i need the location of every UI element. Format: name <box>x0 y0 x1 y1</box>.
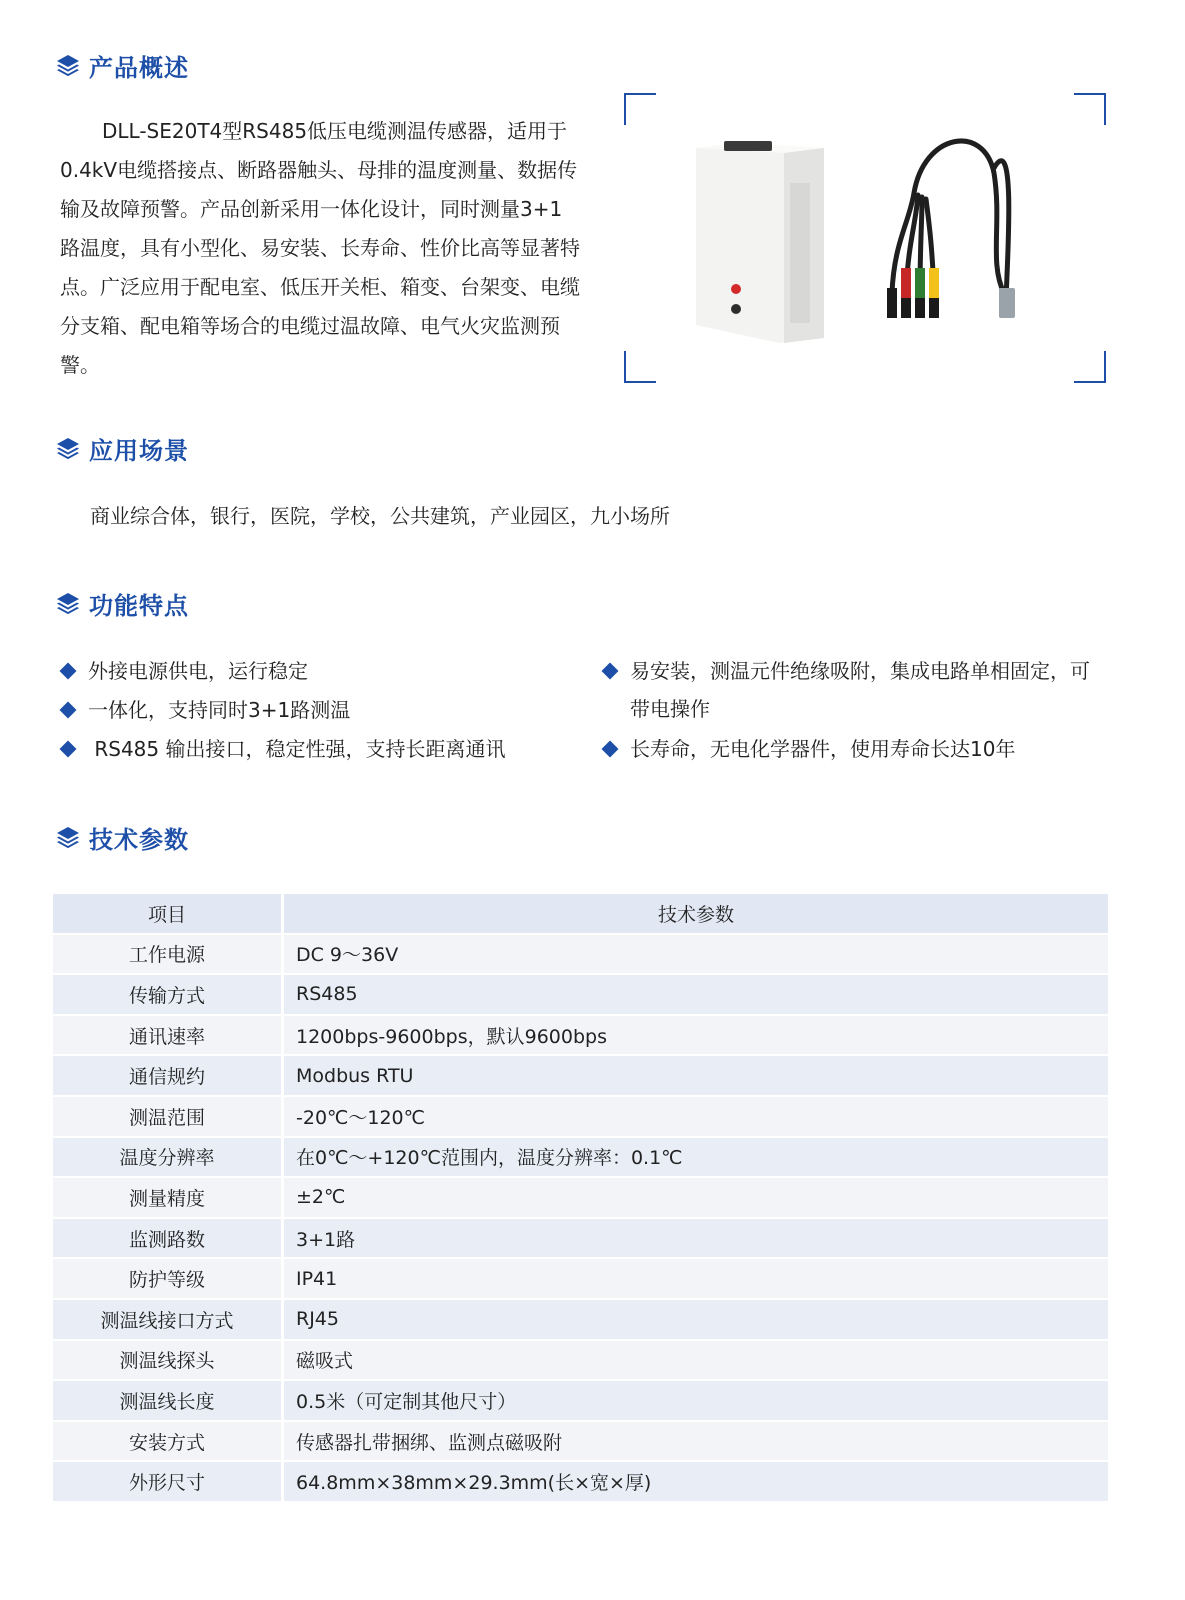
spec-value: 传感器扎带捆绑、监测点磁吸附 <box>283 1421 1109 1462</box>
spec-name: 测温线探头 <box>53 1340 283 1381</box>
feature-text: 外接电源供电，运行稳定 <box>88 659 308 683</box>
spec-table <box>53 894 1108 1503</box>
spec-name: 测温范围 <box>53 1096 283 1137</box>
table-row <box>53 934 1108 975</box>
spec-name: 通信规约 <box>53 1055 283 1096</box>
section-header-specs <box>55 819 189 855</box>
spec-name: 防护等级 <box>53 1258 283 1299</box>
spec-name: 外形尺寸 <box>53 1461 283 1502</box>
overview-paragraph: DLL-SE20T4型RS485低压电缆测温传感器，适用于0.4kV电缆搭接点、断路器触头、母排的温度测量、数据传输及故障预警。产品创新采用一体化设计，同时测量3+1路温度，具有小型化、易安装、长寿命、性价比高等显著特点。广泛应用于配电室、低压开关柜、箱变、台架变、电缆分支箱、配电箱等场合的电缆过温故障、电气火灾监测预警。 <box>60 119 580 377</box>
sensor-device-image <box>696 141 824 343</box>
table-row <box>53 1218 1108 1259</box>
section-title: 技术参数 <box>89 825 189 854</box>
feature-item <box>600 652 1100 728</box>
feature-item <box>58 730 505 768</box>
layers-icon <box>55 824 81 850</box>
spec-name: 测温线长度 <box>53 1380 283 1421</box>
feature-item <box>58 691 350 729</box>
table-row <box>53 1137 1108 1178</box>
diamond-bullet-icon <box>60 741 77 758</box>
spec-name: 传输方式 <box>53 974 283 1015</box>
column-header-item: 项目 <box>53 894 283 934</box>
column-header-value: 技术参数 <box>283 894 1109 934</box>
spec-value: 1200bps-9600bps，默认9600bps <box>283 1015 1109 1056</box>
spec-value: 磁吸式 <box>283 1340 1109 1381</box>
spec-name: 测量精度 <box>53 1177 283 1218</box>
spec-value: RS485 <box>283 974 1109 1015</box>
layers-icon <box>55 52 81 78</box>
section-title: 应用场景 <box>89 436 189 465</box>
feature-text: 一体化，支持同时3+1路测温 <box>88 698 351 722</box>
spec-name: 温度分辨率 <box>53 1137 283 1178</box>
table-row <box>53 1461 1108 1502</box>
spec-value: RJ45 <box>283 1299 1109 1340</box>
product-photo <box>624 93 1106 383</box>
spec-value: -20℃～120℃ <box>283 1096 1109 1137</box>
section-title: 功能特点 <box>89 591 189 620</box>
diamond-bullet-icon <box>602 741 619 758</box>
diamond-bullet-icon <box>60 663 77 680</box>
table-row <box>53 1340 1108 1381</box>
table-row <box>53 1258 1108 1299</box>
spec-value: DC 9～36V <box>283 934 1109 975</box>
table-row <box>53 1015 1108 1056</box>
spec-name: 监测路数 <box>53 1218 283 1259</box>
product-image-frame <box>624 93 1106 383</box>
diamond-bullet-icon <box>602 663 619 680</box>
feature-text: 易安装，测温元件绝缘吸附，集成电路单相固定，可带电操作 <box>630 659 1090 721</box>
diamond-bullet-icon <box>60 702 77 719</box>
table-row <box>53 974 1108 1015</box>
spec-name: 工作电源 <box>53 934 283 975</box>
spec-value: 0.5米（可定制其他尺寸） <box>283 1380 1109 1421</box>
spec-value: 在0℃～+120℃范围内，温度分辨率：0.1℃ <box>283 1137 1109 1178</box>
table-header-row <box>53 894 1108 934</box>
feature-text: 长寿命，无电化学器件，使用寿命长达10年 <box>630 737 1016 761</box>
feature-item <box>58 652 308 690</box>
section-header-overview <box>55 47 189 83</box>
layers-icon <box>55 590 81 616</box>
table-row <box>53 1096 1108 1137</box>
table-row <box>53 1177 1108 1218</box>
section-header-scenes <box>55 430 189 466</box>
table-row <box>53 1299 1108 1340</box>
spec-name: 通讯速率 <box>53 1015 283 1056</box>
feature-text: RS485 输出接口，稳定性强，支持长距离通讯 <box>88 737 506 761</box>
spec-name: 测温线接口方式 <box>53 1299 283 1340</box>
feature-item <box>600 730 1015 768</box>
spec-name: 安装方式 <box>53 1421 283 1462</box>
layers-icon <box>55 435 81 461</box>
section-title: 产品概述 <box>89 53 189 82</box>
spec-value: IP41 <box>283 1258 1109 1299</box>
table-row <box>53 1055 1108 1096</box>
table-row <box>53 1421 1108 1462</box>
spec-value: ±2℃ <box>283 1177 1109 1218</box>
spec-value: 64.8mm×38mm×29.3mm(长×宽×厚) <box>283 1461 1109 1502</box>
section-header-features <box>55 585 189 621</box>
scenes-text: 商业综合体，银行，医院，学校，公共建筑，产业园区，九小场所 <box>90 504 670 528</box>
spec-value: Modbus RTU <box>283 1055 1109 1096</box>
spec-value: 3+1路 <box>283 1218 1109 1259</box>
table-row <box>53 1380 1108 1421</box>
